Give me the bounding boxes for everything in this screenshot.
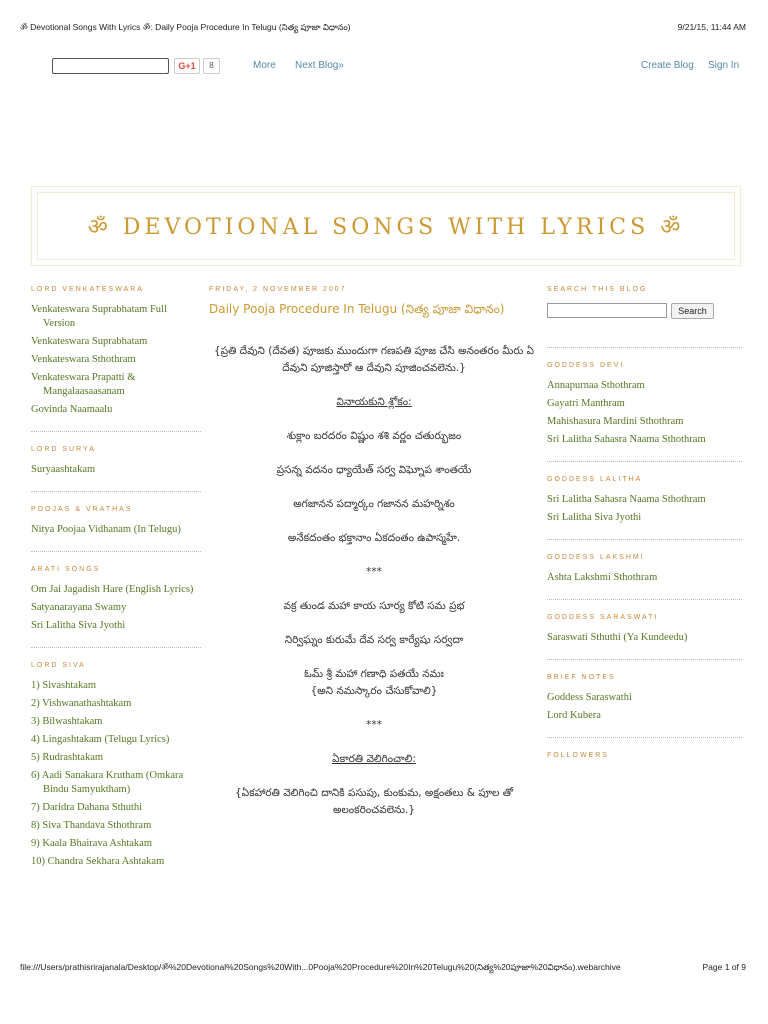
search-widget-title: SEARCH THIS BLOG — [547, 286, 648, 293]
widget-divider — [31, 491, 201, 492]
sloka-line: ప్రసన్న వదనం ధ్యాయేత్ సర్వ విఘ్నోప శాంతయే — [276, 464, 472, 476]
sloka-line: వక్ర తుండ మహా కాయ సూర్య కోటి సమ ప్రభ — [283, 600, 465, 612]
separator: *** — [366, 719, 382, 731]
sidebar-link[interactable]: Ashta Lakshmi Sthothram — [547, 572, 658, 583]
aarti-heading: ఏకారతి వెలిగించాలి: — [332, 753, 416, 765]
widget-link-list — [31, 463, 201, 477]
widget-title: GODDESS LAKSHMI — [547, 554, 645, 561]
widget-link-list — [547, 493, 742, 525]
sidebar-link[interactable]: 3) Bilwashtakam — [31, 716, 103, 727]
sidebar-link[interactable]: 2) Vishwanathashtakam — [31, 698, 132, 709]
next-blog-link[interactable]: Next Blog» — [295, 60, 344, 71]
blog-search-widget — [547, 303, 742, 319]
sidebar-link[interactable]: Mahishasura Mardini Sthothram — [547, 416, 684, 427]
widget-divider — [547, 599, 742, 600]
widget-link-list — [31, 679, 201, 869]
sidebar-link[interactable]: Sri Lalitha Siva Jyothi — [547, 512, 642, 523]
widget-link-list — [31, 523, 201, 537]
sloka-line: శుక్లాం బరదరం విష్ణుం శశి వర్ణం చతుర్భుజం — [286, 430, 462, 442]
sidebar-link[interactable]: Govinda Naamaalu — [31, 404, 113, 415]
widget-divider — [547, 461, 742, 462]
banner-inner-frame — [37, 192, 735, 260]
sidebar-link[interactable]: Sri Lalitha Sahasra Naama Sthothram — [547, 494, 706, 505]
post-date: FRIDAY, 2 NOVEMBER 2007 — [209, 286, 347, 293]
sidebar-link[interactable]: 8) Siva Thandava Sthothram — [31, 820, 152, 831]
widget-title: ARATI SONGS — [31, 566, 101, 573]
widget-divider — [547, 539, 742, 540]
sidebar-link[interactable]: Lord Kubera — [547, 710, 601, 721]
more-link[interactable]: More — [253, 60, 276, 71]
sidebar-link[interactable]: Venkateswara Sthothram — [31, 354, 136, 365]
sidebar-link[interactable]: Suryaashtakam — [31, 464, 96, 475]
widget-divider — [547, 347, 742, 348]
sidebar-link[interactable]: Venkateswara Suprabhatam — [31, 336, 148, 347]
sloka-line: అనేకదంతం భక్తానాం ఏకదంతం ఉపాస్మహే. — [287, 532, 461, 544]
widget-link-list — [547, 571, 742, 585]
widget-title: LORD SIVA — [31, 662, 86, 669]
widget-link-list — [31, 303, 201, 417]
print-footer — [20, 962, 746, 974]
main-post — [209, 286, 539, 836]
widget-divider — [547, 737, 742, 738]
sidebar-link[interactable]: 7) Daridra Dahana Sthuthi — [31, 802, 143, 813]
sidebar-link[interactable]: 9) Kaala Bhairava Ashtakam — [31, 838, 152, 849]
sidebar-link[interactable]: 6) Aadi Sanakara Krutham (Omkara Bindu Samyuktham) — [31, 770, 184, 795]
print-header — [20, 22, 746, 36]
left-sidebar — [31, 286, 201, 873]
sidebar-link[interactable]: Saraswati Sthuthi (Ya Kundeedu) — [547, 632, 688, 643]
google-plus-one-button[interactable]: G+1 — [174, 58, 200, 74]
post-body — [209, 343, 539, 819]
sign-in-link[interactable]: Sign In — [708, 60, 740, 71]
print-file-path: file:///Users/prathisrirajanala/Desktop/ॐ%20Devotional%20Songs%20With...0Pooja%20Procedure%20In%20Telugu%20(నిత్య%20పూజా%20విధానం).webarchive — [20, 962, 621, 972]
widget-divider — [31, 647, 201, 648]
post-title[interactable]: Daily Pooja Procedure In Telugu (నిత్య పూజా విధానం) — [209, 302, 505, 316]
aarti-text: {ఏకహారతి వెలిగించి దానికి పసుపు, కుంకుమ, అక్షంతలు & పూల తో అలంకరించవలెను.} — [234, 787, 514, 816]
google-plus-count: 8 — [203, 58, 220, 74]
search-button[interactable]: Search — [671, 303, 714, 319]
sloka-heading: వినాయకుని శ్లోకం: — [336, 396, 412, 408]
widget-title: BRIEF NOTES — [547, 674, 616, 681]
sidebar-link[interactable]: Sri Lalitha Siva Jyothi — [31, 620, 126, 631]
widget-title: GODDESS SARASWATI — [547, 614, 659, 621]
sidebar-link[interactable]: 1) Sivashtakam — [31, 680, 97, 691]
right-sidebar-sections — [547, 347, 742, 759]
widget-link-list — [547, 631, 742, 645]
blog-search-input[interactable] — [547, 303, 667, 318]
sidebar-link[interactable]: Venkateswara Prapatti & Mangalaasaasanam — [31, 372, 136, 397]
sidebar-link[interactable]: Gayatri Manthram — [547, 398, 625, 409]
sloka-line: నిర్విఘ్నం కురుమే దేవ సర్వ కార్యేషు సర్వదా — [284, 634, 464, 646]
post-intro: {ప్రతి దేవుని (దేవత) పూజకు ముందుగా గణపతి పూజ చేసి అనంతరం మీరు ఏ దేవుని పూజిస్తారో ఆ దేవుని పూజించవలెను.} — [213, 345, 535, 374]
widget-title: GODDESS DEVI — [547, 362, 625, 369]
right-sidebar — [547, 286, 742, 769]
sidebar-link[interactable]: Nitya Poojaa Vidhanam (In Telugu) — [31, 524, 181, 535]
widget-title: POOJAS & VRATHAS — [31, 506, 133, 513]
sidebar-link[interactable]: 4) Lingashtakam (Telugu Lyrics) — [31, 734, 170, 745]
sidebar-link[interactable]: Om Jai Jagadish Hare (English Lyrics) — [31, 584, 194, 595]
sidebar-link[interactable]: 5) Rudrashtakam — [31, 752, 104, 763]
sidebar-link[interactable]: Sri Lalitha Sahasra Naama Sthothram — [547, 434, 706, 445]
separator: *** — [366, 566, 382, 578]
widget-link-list — [547, 691, 742, 723]
sidebar-link[interactable]: 10) Chandra Sekhara Ashtakam — [31, 856, 165, 867]
print-datetime: 9/21/15, 11:44 AM — [677, 22, 746, 32]
blogger-navbar — [0, 56, 768, 78]
widget-link-list — [547, 379, 742, 447]
blog-title[interactable]: ॐ DEVOTIONAL SONGS WITH LYRICS ॐ — [87, 215, 685, 240]
widget-divider — [31, 551, 201, 552]
sidebar-link[interactable]: Goddess Saraswathi — [547, 692, 632, 703]
sidebar-link[interactable]: Satyanarayana Swamy — [31, 602, 127, 613]
blog-header-banner — [31, 186, 741, 266]
widget-link-list — [31, 583, 201, 633]
widget-divider — [547, 659, 742, 660]
sloka-note: {అని నమస్కారం చేసుకోవాలి} — [310, 685, 438, 697]
create-blog-link[interactable]: Create Blog — [641, 60, 694, 71]
sidebar-link[interactable]: Annapurnaa Sthothram — [547, 380, 645, 391]
widget-title: LORD SURYA — [31, 446, 96, 453]
print-page-title: ॐ Devotional Songs With Lyrics ॐ: Daily Pooja Procedure In Telugu (నిత్య పూజా విధానం) — [20, 22, 351, 32]
navbar-search-input[interactable] — [52, 58, 169, 74]
widget-title: FOLLOWERS — [547, 752, 609, 759]
print-page-number: Page 1 of 9 — [702, 962, 746, 972]
widget-divider — [31, 431, 201, 432]
sloka-line: ఓమ్ శ్రీ మహా గణాధి పతయే నమః — [304, 668, 444, 680]
sidebar-link[interactable]: Venkateswara Suprabhatam Full Version — [31, 304, 167, 329]
widget-title: LORD VENKATESWARA — [31, 286, 144, 293]
sloka-line: అగజానన పద్మార్కం గజానన మహర్నిశం — [293, 498, 455, 510]
widget-title: GODDESS LALITHA — [547, 476, 643, 483]
